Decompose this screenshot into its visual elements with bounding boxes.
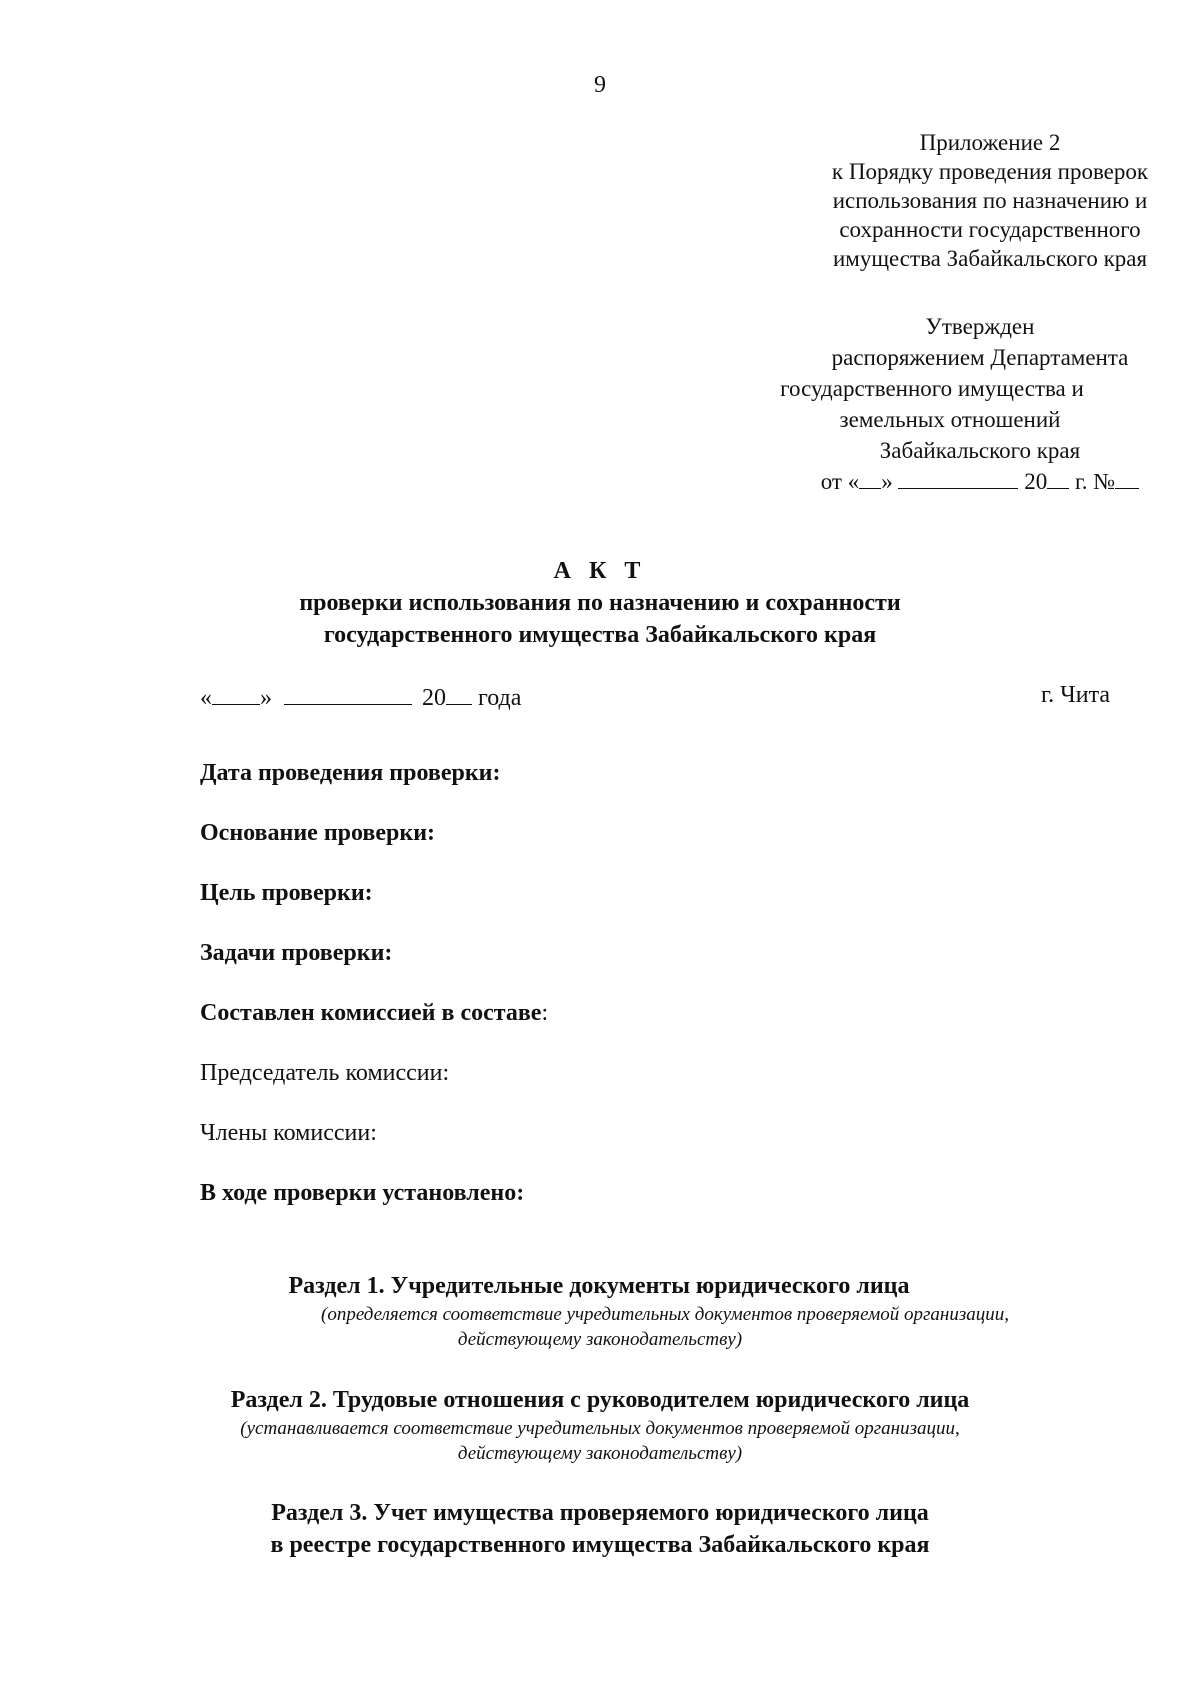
section-2-title: Раздел 2. Трудовые отношения с руководителем юридического лица xyxy=(230,1387,970,1413)
approval-line: Утвержден xyxy=(925,314,1035,339)
approval-number-label: г. № xyxy=(1074,469,1116,494)
appendix-line: имущества Забайкальского края xyxy=(832,246,1148,271)
close-quote: » xyxy=(260,685,272,711)
act-subtitle: государственного имущества Забайкальского края xyxy=(323,622,877,648)
day-blank[interactable] xyxy=(859,466,881,489)
approval-line: государственного имущества и xyxy=(780,376,1084,401)
section-3-title: Раздел 3. Учет имущества проверяемого юридического лица xyxy=(271,1500,929,1526)
act-date-line xyxy=(200,682,521,712)
act-title-block xyxy=(0,555,1200,651)
findings-label: В ходе проверки установлено: xyxy=(200,1180,525,1206)
act-year-blank[interactable] xyxy=(446,682,472,705)
approval-line: земельных отношений xyxy=(839,407,1061,432)
appendix-line: сохранности государственного xyxy=(839,217,1141,242)
section-2-note: (устанавливается соответствие учредительных документов проверяемой организации, xyxy=(240,1418,960,1439)
commission-line xyxy=(200,1000,548,1027)
appendix-line: к Порядку проведения проверок xyxy=(831,159,1149,184)
approval-block xyxy=(770,311,1190,497)
approval-year: 20 xyxy=(1024,469,1048,494)
inspection-goal-label: Цель проверки: xyxy=(200,880,373,906)
act-month-blank[interactable] xyxy=(284,682,412,705)
section-1-title: Раздел 1. Учредительные документы юридического лица xyxy=(288,1273,910,1299)
approval-line: распоряжением Департамента xyxy=(831,345,1129,370)
chairman-label: Председатель комиссии: xyxy=(200,1060,450,1086)
section-1-note: (определяется соответствие учредительных документов проверяемой организации, xyxy=(321,1304,1009,1325)
appendix-line: Приложение 2 xyxy=(919,130,1061,155)
approval-date-line xyxy=(770,466,1190,497)
inspection-basis-label: Основание проверки: xyxy=(200,820,436,846)
section-2-note: действующему законодательству) xyxy=(457,1443,743,1464)
act-year: 20 xyxy=(422,685,446,711)
open-quote: « xyxy=(200,685,212,711)
year-blank[interactable] xyxy=(1047,466,1069,489)
approval-line: Забайкальского края xyxy=(879,438,1081,463)
city: г. Чита xyxy=(1040,682,1110,708)
section-1-note: действующему законодательству) xyxy=(457,1329,743,1350)
appendix-header xyxy=(790,128,1190,273)
approval-date-prefix: от « xyxy=(820,469,860,494)
approval-date-mid: » xyxy=(881,469,893,494)
page-number: 9 xyxy=(594,72,606,98)
section-3-title: в реестре государственного имущества Забайкальского края xyxy=(270,1532,930,1558)
act-year-word: года xyxy=(478,685,522,711)
number-blank[interactable] xyxy=(1115,466,1139,489)
inspection-date-label: Дата проведения проверки: xyxy=(200,760,501,786)
act-subtitle: проверки использования по назначению и сохранности xyxy=(299,590,901,616)
act-title: А К Т xyxy=(553,558,647,584)
commission-colon: : xyxy=(541,1000,549,1026)
appendix-line: использования по назначению и xyxy=(832,188,1148,213)
members-label: Члены комиссии: xyxy=(200,1120,377,1146)
inspection-tasks-label: Задачи проверки: xyxy=(200,940,393,966)
month-blank[interactable] xyxy=(898,466,1018,489)
act-day-blank[interactable] xyxy=(212,682,260,705)
commission-label: Составлен комиссией в составе xyxy=(200,1000,542,1026)
